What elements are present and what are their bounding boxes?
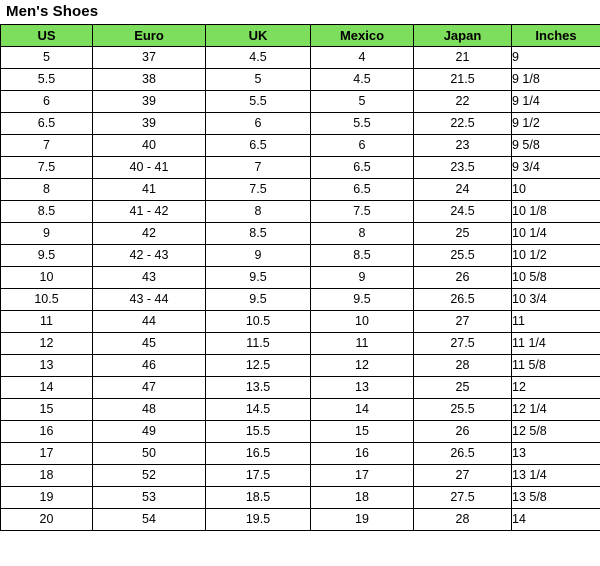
table-cell: 9 [311, 267, 414, 289]
table-cell: 54 [93, 509, 206, 531]
table-row [1, 69, 600, 91]
table-cell: 10 [512, 179, 600, 201]
table-cell: 14 [311, 399, 414, 421]
table-cell: 43 - 44 [93, 289, 206, 311]
table-cell: 25.5 [414, 399, 512, 421]
table-cell: 16 [311, 443, 414, 465]
table-cell: 8.5 [1, 201, 93, 223]
table-cell: 28 [414, 355, 512, 377]
table-cell: 12 5/8 [512, 421, 600, 443]
column-header-euro: Euro [93, 25, 206, 47]
table-cell: 16.5 [206, 443, 311, 465]
table-cell: 39 [93, 91, 206, 113]
table-row [1, 157, 600, 179]
table-cell: 50 [93, 443, 206, 465]
table-cell: 6 [1, 91, 93, 113]
table-cell: 27.5 [414, 487, 512, 509]
table-cell: 7.5 [1, 157, 93, 179]
table-cell: 10.5 [206, 311, 311, 333]
table-cell: 17.5 [206, 465, 311, 487]
table-cell: 11 [512, 311, 600, 333]
table-cell: 46 [93, 355, 206, 377]
table-cell: 22.5 [414, 113, 512, 135]
table-row [1, 267, 600, 289]
table-row [1, 465, 600, 487]
table-cell: 21 [414, 47, 512, 69]
table-cell: 12 1/4 [512, 399, 600, 421]
table-row [1, 509, 600, 531]
table-cell: 9 1/4 [512, 91, 600, 113]
table-cell: 14 [1, 377, 93, 399]
table-cell: 41 [93, 179, 206, 201]
table-row [1, 443, 600, 465]
table-row [1, 333, 600, 355]
table-cell: 49 [93, 421, 206, 443]
table-cell: 23.5 [414, 157, 512, 179]
table-row [1, 113, 600, 135]
table-cell: 27.5 [414, 333, 512, 355]
table-cell: 25 [414, 223, 512, 245]
table-body [1, 47, 600, 531]
table-cell: 14.5 [206, 399, 311, 421]
table-cell: 16 [1, 421, 93, 443]
table-cell: 17 [1, 443, 93, 465]
table-row [1, 311, 600, 333]
table-cell: 9 [1, 223, 93, 245]
table-cell: 9.5 [1, 245, 93, 267]
table-cell: 13 [512, 443, 600, 465]
table-cell: 45 [93, 333, 206, 355]
table-cell: 41 - 42 [93, 201, 206, 223]
table-cell: 6 [311, 135, 414, 157]
table-cell: 42 - 43 [93, 245, 206, 267]
table-cell: 12 [311, 355, 414, 377]
table-cell: 7 [206, 157, 311, 179]
table-cell: 42 [93, 223, 206, 245]
table-cell: 37 [93, 47, 206, 69]
table-cell: 5 [206, 69, 311, 91]
table-cell: 9 1/8 [512, 69, 600, 91]
table-row [1, 91, 600, 113]
table-cell: 39 [93, 113, 206, 135]
table-cell: 9 1/2 [512, 113, 600, 135]
table-cell: 10 [311, 311, 414, 333]
table-cell: 28 [414, 509, 512, 531]
table-cell: 22 [414, 91, 512, 113]
table-cell: 52 [93, 465, 206, 487]
table-cell: 11 [311, 333, 414, 355]
table-cell: 12.5 [206, 355, 311, 377]
table-cell: 7.5 [206, 179, 311, 201]
table-cell: 8.5 [206, 223, 311, 245]
table-cell: 9 [512, 47, 600, 69]
table-row [1, 201, 600, 223]
table-cell: 9.5 [206, 289, 311, 311]
table-row [1, 355, 600, 377]
table-cell: 6 [206, 113, 311, 135]
table-cell: 19 [311, 509, 414, 531]
table-cell: 26 [414, 421, 512, 443]
table-cell: 12 [512, 377, 600, 399]
table-cell: 13 1/4 [512, 465, 600, 487]
table-cell: 18.5 [206, 487, 311, 509]
table-cell: 10.5 [1, 289, 93, 311]
table-cell: 38 [93, 69, 206, 91]
table-cell: 10 1/4 [512, 223, 600, 245]
table-cell: 9 5/8 [512, 135, 600, 157]
table-row [1, 223, 600, 245]
table-cell: 21.5 [414, 69, 512, 91]
table-cell: 5 [1, 47, 93, 69]
table-cell: 18 [311, 487, 414, 509]
size-conversion-table [0, 24, 600, 531]
table-cell: 20 [1, 509, 93, 531]
table-cell: 10 1/8 [512, 201, 600, 223]
table-cell: 26.5 [414, 289, 512, 311]
table-cell: 10 3/4 [512, 289, 600, 311]
table-cell: 8.5 [311, 245, 414, 267]
table-cell: 5.5 [311, 113, 414, 135]
table-cell: 9 [206, 245, 311, 267]
table-cell: 12 [1, 333, 93, 355]
table-cell: 19.5 [206, 509, 311, 531]
table-cell: 25.5 [414, 245, 512, 267]
column-header-mexico: Mexico [311, 25, 414, 47]
table-row [1, 289, 600, 311]
table-cell: 24 [414, 179, 512, 201]
table-cell: 8 [1, 179, 93, 201]
table-cell: 7.5 [311, 201, 414, 223]
table-cell: 7 [1, 135, 93, 157]
table-cell: 47 [93, 377, 206, 399]
table-cell: 15 [1, 399, 93, 421]
table-cell: 27 [414, 465, 512, 487]
column-header-inches: Inches [512, 25, 600, 47]
table-row [1, 421, 600, 443]
table-cell: 40 - 41 [93, 157, 206, 179]
table-cell: 4.5 [206, 47, 311, 69]
table-cell: 9 3/4 [512, 157, 600, 179]
table-cell: 15 [311, 421, 414, 443]
table-row [1, 179, 600, 201]
table-cell: 4 [311, 47, 414, 69]
table-cell: 27 [414, 311, 512, 333]
column-header-us: US [1, 25, 93, 47]
table-cell: 11 1/4 [512, 333, 600, 355]
table-cell: 40 [93, 135, 206, 157]
table-cell: 43 [93, 267, 206, 289]
table-cell: 5.5 [206, 91, 311, 113]
column-header-uk: UK [206, 25, 311, 47]
table-cell: 13 5/8 [512, 487, 600, 509]
table-header [1, 25, 600, 47]
table-cell: 53 [93, 487, 206, 509]
table-cell: 11 5/8 [512, 355, 600, 377]
table-cell: 24.5 [414, 201, 512, 223]
page-title: Men's Shoes [6, 3, 99, 20]
table-cell: 6.5 [1, 113, 93, 135]
table-row [1, 399, 600, 421]
table-cell: 48 [93, 399, 206, 421]
table-cell: 13.5 [206, 377, 311, 399]
table-cell: 8 [311, 223, 414, 245]
table-cell: 13 [311, 377, 414, 399]
table-row [1, 377, 600, 399]
table-cell: 14 [512, 509, 600, 531]
table-cell: 5 [311, 91, 414, 113]
table-cell: 10 5/8 [512, 267, 600, 289]
table-cell: 26 [414, 267, 512, 289]
table-cell: 13 [1, 355, 93, 377]
table-row [1, 135, 600, 157]
table-cell: 8 [206, 201, 311, 223]
table-header-row [1, 25, 600, 47]
table-cell: 44 [93, 311, 206, 333]
table-cell: 9.5 [311, 289, 414, 311]
table-cell: 10 1/2 [512, 245, 600, 267]
table-cell: 4.5 [311, 69, 414, 91]
table-cell: 23 [414, 135, 512, 157]
table-cell: 11.5 [206, 333, 311, 355]
table-cell: 18 [1, 465, 93, 487]
table-row [1, 245, 600, 267]
table-cell: 11 [1, 311, 93, 333]
table-cell: 10 [1, 267, 93, 289]
table-cell: 15.5 [206, 421, 311, 443]
table-cell: 26.5 [414, 443, 512, 465]
column-header-japan: Japan [414, 25, 512, 47]
table-cell: 9.5 [206, 267, 311, 289]
table-cell: 6.5 [311, 179, 414, 201]
table-cell: 17 [311, 465, 414, 487]
table-cell: 6.5 [206, 135, 311, 157]
table-cell: 6.5 [311, 157, 414, 179]
table-row [1, 487, 600, 509]
table-cell: 19 [1, 487, 93, 509]
table-cell: 5.5 [1, 69, 93, 91]
table-cell: 25 [414, 377, 512, 399]
table-row [1, 47, 600, 69]
